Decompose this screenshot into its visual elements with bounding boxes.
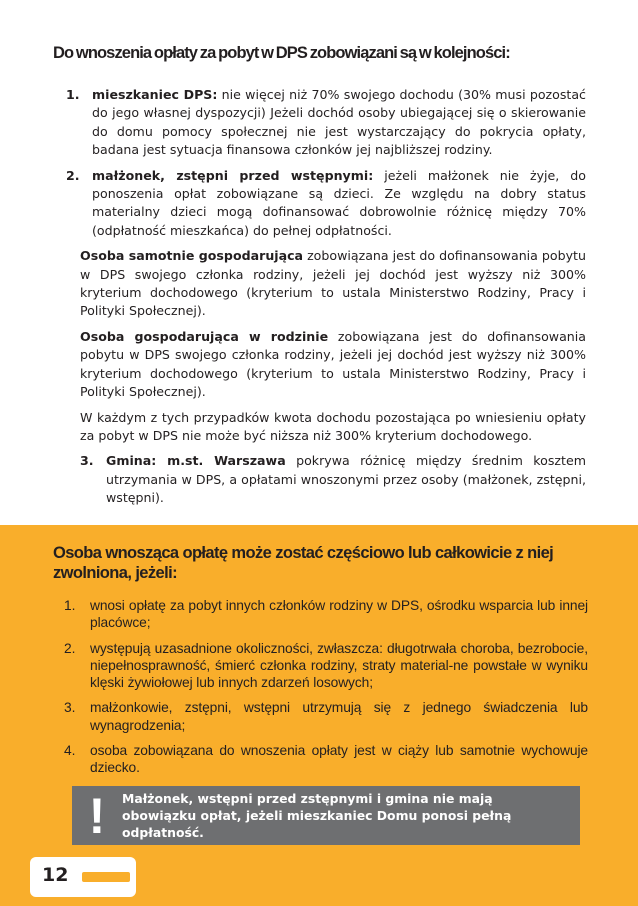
item-number: 3. (64, 700, 76, 716)
item-number: 2. (66, 167, 80, 183)
list-item (64, 742, 588, 777)
exclamation-icon: ! (88, 787, 106, 844)
item-text: osoba zobowiązana do wnoszenia opłaty jest w ciąży lub samotnie wychowuje dziecko. (90, 743, 588, 776)
paragraph-subject: Osoba samotnie gospodarująca (80, 248, 304, 264)
notice-box (72, 786, 580, 845)
list-item (66, 86, 586, 160)
page-accent-bar (82, 872, 130, 882)
item-text: wnosi opłatę za pobyt innych członków rodziny w DPS, ośrodku wsparcia lub innej placówce; (90, 598, 588, 631)
paragraph-text: zobowiązana jest do dofinansowania pobytu w DPS swojego członka rodziny, jeżeli jej dochód jest wyższy niż 300% kryterium dochodowego (kryterium to ustala Ministerstwo Rodziny, Pracy i Polityki Społecznej). (80, 248, 586, 319)
paragraph-rodzinie (66, 328, 586, 402)
item-subject: mieszkaniec DPS: (92, 87, 218, 102)
notice-text: Małżonek, wstępni przed zstępnymi i gmina nie mają obowiązku opłat, jeżeli mieszkaniec Domu ponosi pełną odpłatność. (122, 791, 512, 840)
obligation-list (66, 86, 586, 515)
item-text: jeżeli małżonek nie żyje, do ponoszenia opłat zobowiązane są dzieci. Ze względu na dobry status materialny dzieci mogą dofinansować dobrowolnie różnicę między 70% (odpłatność mieszkańca) do pełnej odpłatności. (92, 167, 586, 238)
paragraph-kazdym: W każdym z tych przypadków kwota dochodu pozostająca po wniesieniu opłaty za pobyt w DPS nie może być niższa niż 300% kryterium dochodowego. (80, 409, 586, 443)
item-number: 1. (66, 87, 80, 102)
paragraph-samotnie (66, 247, 586, 321)
item-subject: małżonek, zstępni przed wstępnymi: (92, 167, 374, 183)
item-number: 1. (64, 598, 76, 613)
item-number: 4. (64, 743, 76, 759)
exemption-list (64, 597, 588, 785)
paragraph-subject: Osoba gospodarująca w rodzinie (80, 328, 329, 344)
list-item (66, 167, 586, 241)
item-text: małżonkowie, zstępni, wstępni utrzymują się z jednego świadczenia lub wynagrodzenia; (90, 700, 588, 733)
item-text: występują uzasadnione okoliczności, zwłaszcza: długotrwała choroba, bezrobocie, niepełnosprawność, śmierć członka rodziny, straty material-ne powstałe w wyniku klęski żywiołowej lub innych zdarzeń losowych; (90, 640, 588, 691)
list-item (64, 640, 588, 692)
list-item (64, 699, 588, 734)
item-text: pokrywa różnicę między średnim kosztem utrzymania w DPS, a opłatami wnoszonymi przez osoby (małżonek, zstępni, wstępni). (106, 453, 586, 506)
exemption-heading: Osoba wnosząca opłatę może zostać częściowo lub całkowicie z niej zwolniona, jeżeli: (53, 544, 554, 582)
item-number: 2. (64, 640, 76, 656)
item-subject: Gmina: m.st. Warszawa (106, 453, 286, 469)
list-item (64, 597, 588, 632)
page-number-box (30, 857, 136, 897)
list-item (80, 452, 586, 507)
item-number: 3. (80, 453, 94, 469)
page-number: 12 (42, 864, 69, 886)
paragraph-text: zobowiązana jest do dofinansowania pobytu w DPS swojego członka rodziny, jeżeli jej dochód jest wyższy niż 300% kryterium dochodowego (kryterium to ustala Ministerstwo Rodziny, Pracy i Polityki Społecznej). (80, 328, 586, 400)
page-heading: Do wnoszenia opłaty za pobyt w DPS zobowiązani są w kolejności: (53, 44, 510, 62)
item-text: nie więcej niż 70% swojego dochodu (30% musi pozostać do jego własnej dyspozycji) Jeżeli dochód osoby ubiegającej się o skierowanie do domu pomocy społecznej nie jest wystarczający do pokrycia opłaty, badana jest sytuacja finansowa członków jej najbliższej rodziny. (92, 87, 586, 158)
